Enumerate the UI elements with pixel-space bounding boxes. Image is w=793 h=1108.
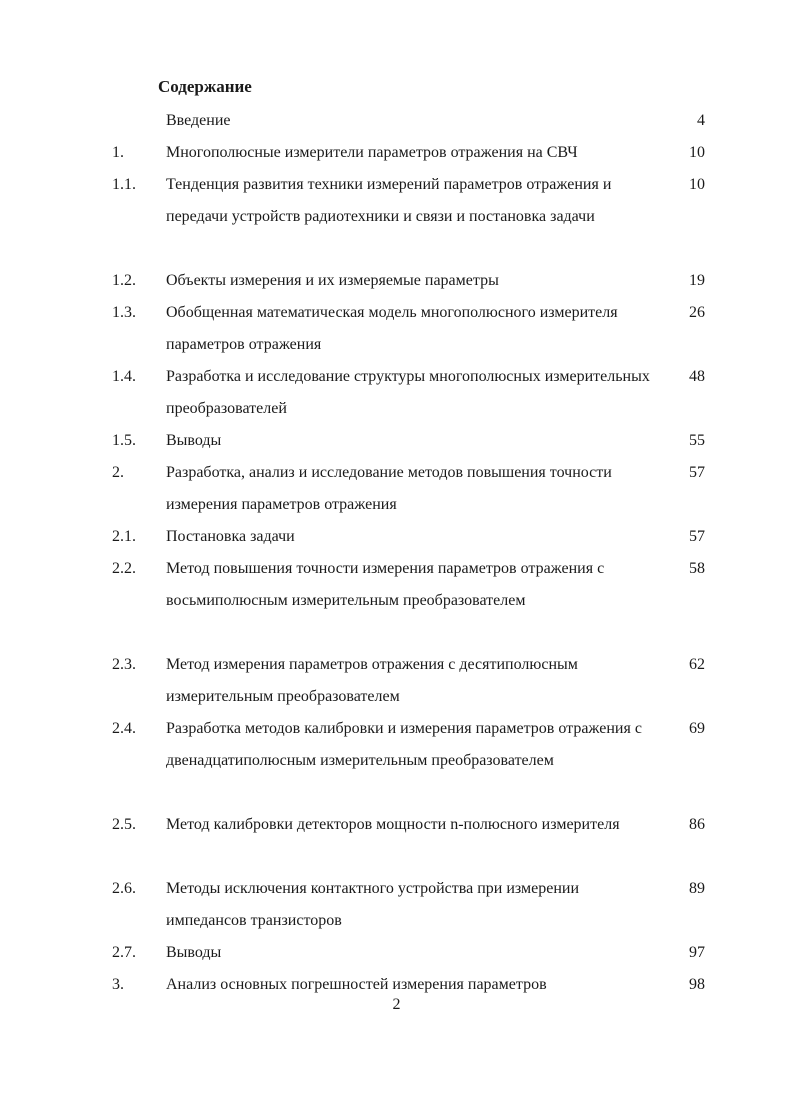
toc-entry-number: 2.1. <box>112 528 136 545</box>
toc-entry-number: 2. <box>112 464 124 481</box>
toc-entry-title: Тенденция развития техники измерений параметров отражения и передачи устройств радиотехники и связи и постановка задачи <box>166 176 612 225</box>
toc-entry-number: 1.1. <box>112 176 136 193</box>
toc-entry-page: 48 <box>689 368 705 385</box>
toc-entry-title: Разработка, анализ и исследование методов повышения точности измерения параметров отражения <box>166 464 612 513</box>
toc-entry <box>0 521 793 553</box>
toc-entry-title: Разработка методов калибровки и измерения параметров отражения с двенадцатиполюсным измерительным преобразователем <box>166 720 642 769</box>
toc-entry-number: 2.3. <box>112 656 136 673</box>
toc-entry <box>0 809 793 873</box>
toc-entry-number: 2.2. <box>112 560 136 577</box>
toc-entry-page: 58 <box>689 560 705 577</box>
toc-entry-title: Анализ основных погрешностей измерения параметров <box>166 976 547 993</box>
toc-entry <box>0 169 793 265</box>
toc-entry-number: 2.6. <box>112 880 136 897</box>
toc-entry-page: 19 <box>689 272 705 289</box>
toc-entry-number: 1. <box>112 144 124 161</box>
toc-entry <box>0 457 793 521</box>
toc-entry-page: 89 <box>689 880 705 897</box>
toc-entry-page: 86 <box>689 816 705 833</box>
toc-entry <box>0 649 793 713</box>
toc-entry-page: 10 <box>689 144 705 161</box>
page-number: 2 <box>392 996 401 1013</box>
toc-entry-title: Выводы <box>166 432 222 449</box>
toc-entry-page: 4 <box>697 112 705 129</box>
toc-entry-number: 1.3. <box>112 304 136 321</box>
toc-entry <box>0 361 793 425</box>
toc-entry-number: 1.4. <box>112 368 136 385</box>
toc-entry-page: 57 <box>689 464 705 481</box>
toc-entry-title: Метод повышения точности измерения параметров отражения с восьмиполюсным измерительным преобразователем <box>166 560 605 609</box>
toc-entry-title: Объекты измерения и их измеряемые параметры <box>166 272 499 289</box>
toc-entry-number: 1.5. <box>112 432 136 449</box>
table-of-contents <box>0 105 793 1001</box>
toc-entry-page: 57 <box>689 528 705 545</box>
toc-entry-title: Многополюсные измерители параметров отражения на СВЧ <box>166 144 578 161</box>
toc-entry <box>0 137 793 169</box>
toc-entry-page: 69 <box>689 720 705 737</box>
toc-entry-page: 98 <box>689 976 705 993</box>
toc-entry-page: 55 <box>689 432 705 449</box>
toc-entry <box>0 265 793 297</box>
toc-entry <box>0 873 793 937</box>
toc-entry-number: 2.7. <box>112 944 136 961</box>
toc-entry-title: Метод калибровки детекторов мощности n-полюсного измерителя <box>166 816 620 833</box>
toc-entry <box>0 713 793 809</box>
toc-entry-title: Метод измерения параметров отражения с десятиполюсным измерительным преобразователем <box>166 656 578 705</box>
toc-entry-number: 2.4. <box>112 720 136 737</box>
toc-entry <box>0 937 793 969</box>
toc-heading: Содержание <box>158 77 252 96</box>
toc-entry <box>0 553 793 649</box>
toc-entry-title: Выводы <box>166 944 222 961</box>
toc-entry <box>0 297 793 361</box>
toc-entry-page: 97 <box>689 944 705 961</box>
toc-entry <box>0 425 793 457</box>
toc-entry-page: 10 <box>689 176 705 193</box>
toc-entry-title: Методы исключения контактного устройства при измерении импедансов транзисторов <box>166 880 580 929</box>
toc-entry-page: 26 <box>689 304 705 321</box>
toc-entry-title: Разработка и исследование структуры многополюсных измерительных преобразователей <box>166 368 650 417</box>
toc-entry-number: 2.5. <box>112 816 136 833</box>
toc-entry-title: Постановка задачи <box>166 528 295 545</box>
toc-entry-number: 3. <box>112 976 124 993</box>
toc-entry-page: 62 <box>689 656 705 673</box>
toc-entry-title: Введение <box>166 112 231 129</box>
toc-entry-number: 1.2. <box>112 272 136 289</box>
toc-entry-title: Обобщенная математическая модель многополюсного измерителя параметров отражения <box>166 304 618 353</box>
toc-entry <box>0 105 793 137</box>
